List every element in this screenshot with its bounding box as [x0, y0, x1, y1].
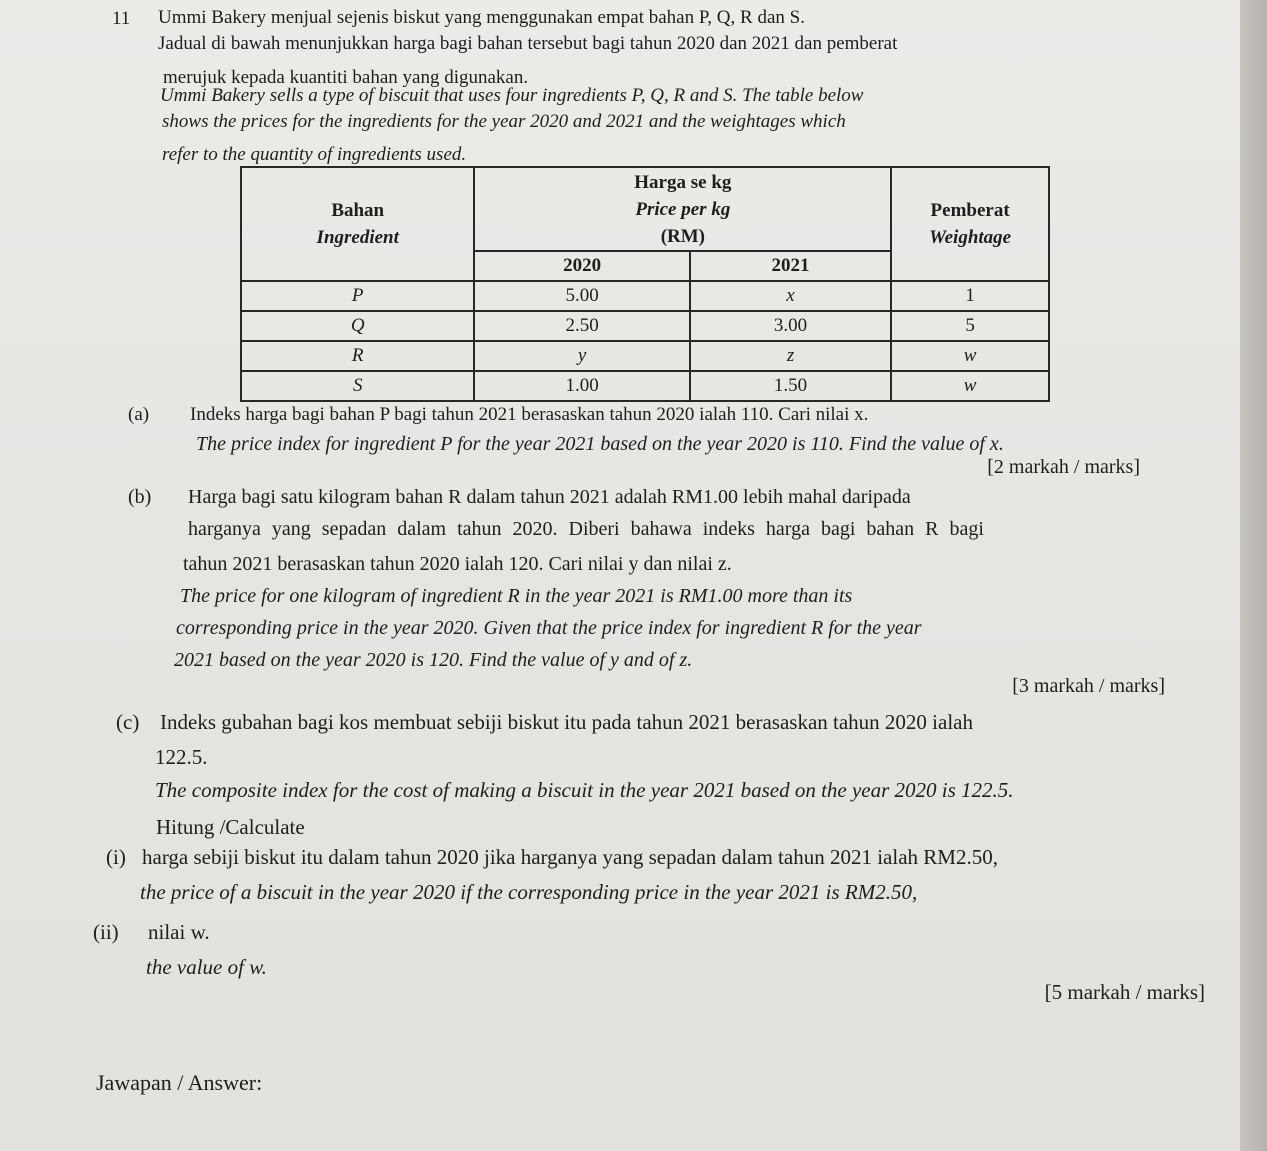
part-c-ii-label: (ii) [93, 920, 119, 944]
intro-en-line-1: Ummi Bakery sells a type of biscuit that uses four ingredients P, Q, R and S. The table below [160, 85, 864, 106]
price-2021-cell: x [690, 281, 891, 311]
question-number: 11 [112, 8, 131, 29]
price-2021-cell: 1.50 [690, 371, 891, 401]
price-header: Harga se kg Price per kg (RM) [474, 167, 891, 251]
ingredient-cell: R [241, 341, 474, 371]
page-edge-shadow [1240, 0, 1267, 1151]
part-a-text-en: The price index for ingredient P for the year 2021 based on the year 2020 is 110. Find the value of x. [196, 433, 1004, 455]
price-2020-cell: 5.00 [474, 281, 689, 311]
price-2020-cell: 1.00 [474, 371, 689, 401]
intro-ms-line-2: Jadual di bawah menunjukkan harga bagi bahan tersebut bagi tahun 2020 dan 2021 dan pemberat [158, 33, 898, 54]
part-c-i-label: (i) [106, 845, 126, 869]
weight-cell: w [891, 341, 1049, 371]
part-c-ii-text-en: the value of w. [146, 955, 267, 979]
intro-en-line-2: shows the prices for the ingredients for the year 2020 and 2021 and the weightages which [162, 111, 846, 132]
part-c-calculate: Hitung /Calculate [156, 815, 305, 839]
part-c-ii-text-ms: nilai w. [148, 920, 210, 944]
part-b-en-line-2: corresponding price in the year 2020. Given that the price index for ingredient R for the year [176, 617, 922, 639]
part-a-text-ms: Indeks harga bagi bahan P bagi tahun 2021 berasaskan tahun 2020 ialah 110. Cari nilai x. [190, 404, 869, 425]
part-b-ms-line-2: harganya yang sepadan dalam tahun 2020. Diberi bahawa indeks harga bagi bahan R bagi [188, 518, 984, 540]
year-2021-header: 2021 [690, 251, 891, 281]
part-b-label: (b) [128, 486, 152, 508]
weight-cell: 5 [891, 311, 1049, 341]
intro-en-line-3: refer to the quantity of ingredients used. [162, 144, 467, 165]
part-a-marks: [2 markah / marks] [987, 456, 1140, 478]
part-a-label: (a) [128, 404, 150, 425]
part-c-label: (c) [116, 710, 140, 734]
ingredient-cell: P [241, 281, 474, 311]
ingredient-header: Bahan Ingredient [241, 167, 474, 281]
table-row [241, 311, 1049, 341]
weight-cell: w [891, 371, 1049, 401]
price-2021-cell: 3.00 [690, 311, 891, 341]
year-2020-header: 2020 [474, 251, 689, 281]
part-c-ms-line-1: Indeks gubahan bagi kos membuat sebiji biskut itu pada tahun 2021 berasaskan tahun 2020 ialah [160, 710, 973, 734]
part-b-ms-line-3: tahun 2021 berasaskan tahun 2020 ialah 120. Cari nilai y dan nilai z. [183, 553, 732, 575]
table-row [241, 281, 1049, 311]
part-b-ms-line-1: Harga bagi satu kilogram bahan R dalam tahun 2021 adalah RM1.00 lebih mahal daripada [188, 486, 911, 508]
part-b-en-line-1: The price for one kilogram of ingredient R in the year 2021 is RM1.00 more than its [180, 585, 853, 607]
part-b-marks: [3 markah / marks] [1012, 675, 1165, 697]
intro-ms-line-3: merujuk kepada kuantiti bahan yang digunakan. [163, 67, 529, 88]
intro-ms-line-1: Ummi Bakery menjual sejenis biskut yang menggunakan empat bahan P, Q, R dan S. [158, 7, 805, 28]
price-2021-cell: z [690, 341, 891, 371]
weightage-header: Pemberat Weightage [891, 167, 1049, 281]
weight-cell: 1 [891, 281, 1049, 311]
ingredient-cell: Q [241, 311, 474, 341]
answer-label: Jawapan / Answer: [96, 1070, 263, 1095]
table-row [241, 341, 1049, 371]
price-2020-cell: 2.50 [474, 311, 689, 341]
part-b-en-line-3: 2021 based on the year 2020 is 120. Find the value of y and of z. [174, 649, 693, 671]
ingredient-price-table [240, 166, 1050, 402]
price-2020-cell: y [474, 341, 689, 371]
ingredient-cell: S [241, 371, 474, 401]
part-c-i-text-en: the price of a biscuit in the year 2020 if the corresponding price in the year 2021 is RM2.50, [140, 880, 918, 904]
part-c-text-en: The composite index for the cost of making a biscuit in the year 2021 based on the year 2020 is 122.5. [155, 778, 1014, 802]
part-c-i-text-ms: harga sebiji biskut itu dalam tahun 2020 jika harganya yang sepadan dalam tahun 2021 ialah RM2.50, [142, 845, 998, 869]
part-c-ms-line-2: 122.5. [155, 745, 208, 769]
part-c-marks: [5 markah / marks] [1044, 980, 1205, 1004]
table-row [241, 371, 1049, 401]
